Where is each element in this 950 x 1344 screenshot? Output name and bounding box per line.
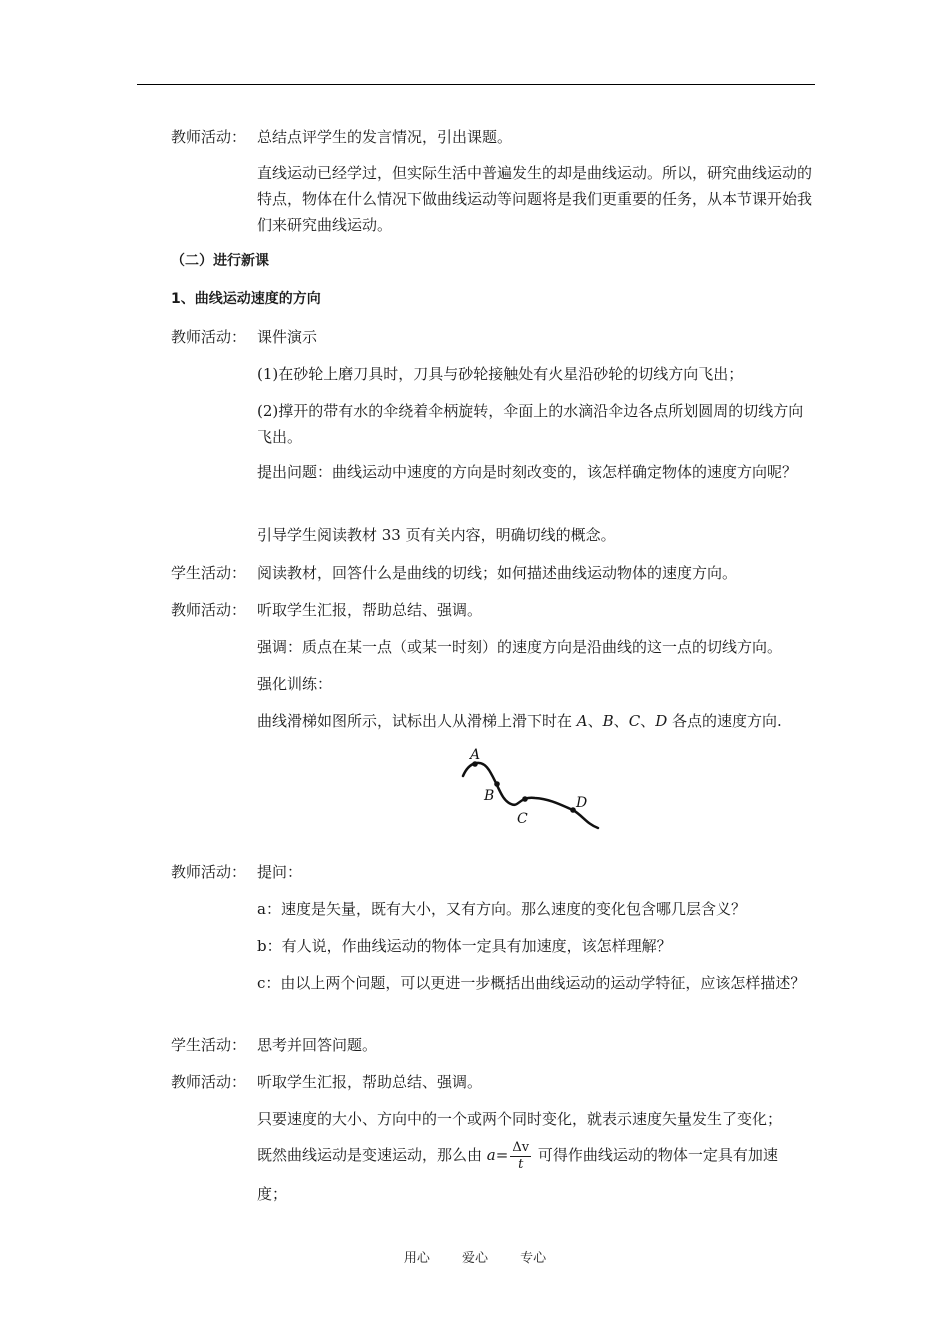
conclusion-line-2: [257, 1136, 817, 1174]
point-b-dot: [494, 781, 500, 787]
conclusion-line-1: 只要速度的大小、方向中的一个或两个同时变化，就表示速度矢量发生了变化；: [257, 1110, 783, 1128]
activity-text: 思考并回答问题。: [257, 1036, 378, 1054]
teacher-activity-5: [171, 1069, 815, 1095]
footer-item: 用心: [403, 1251, 430, 1266]
activity-label: 教师活动：: [171, 328, 247, 346]
question-a: a：速度是矢量，既有大小，又有方向。那么速度的变化包含哪几层含义？: [257, 900, 746, 918]
label-c: C: [517, 811, 528, 827]
question-paragraph: 提出问题：曲线运动中速度的方向是时刻改变的，该怎样确定物体的速度方向呢？: [257, 463, 798, 481]
teacher-activity-3: [171, 597, 815, 623]
activity-text: 总结点评学生的发言情况，引出课题。: [257, 128, 513, 146]
activity-label: 学生活动：: [171, 564, 247, 582]
formula-var: a: [486, 1146, 496, 1164]
label-a: A: [470, 748, 481, 763]
activity-text: 阅读教材，回答什么是曲线的切线；如何描述曲线运动物体的速度方向。: [257, 564, 738, 582]
exercise-paragraph: [257, 708, 817, 734]
page-footer: [0, 1247, 950, 1266]
teacher-activity-4: [171, 859, 815, 885]
demo-item-1: (1)在砂轮上磨刀具时，刀具与砂轮接触处有火星沿砂轮的切线方向飞出；: [257, 365, 744, 383]
activity-text: 课件演示: [257, 328, 318, 346]
separator: 、: [640, 712, 656, 730]
demo-item-2: (2)撑开的带有水的伞绕着伞柄旋转，伞面上的水滴沿伞边各点所划圆周的切线方向飞出。: [257, 402, 804, 446]
point-d: D: [655, 712, 668, 730]
formula-fraction: [510, 1140, 531, 1173]
activity-label: 学生活动：: [171, 1036, 247, 1054]
section-heading: （二）进行新课: [171, 253, 269, 269]
student-activity-1: [171, 560, 815, 586]
fraction-numerator: Δv: [512, 1139, 530, 1155]
teacher-activity-2: [171, 324, 815, 350]
activity-text: 听取学生汇报，帮助总结、强调。: [257, 1073, 483, 1091]
conclusion-text-end: 可得作曲线运动的物体一定具有加速: [533, 1146, 778, 1164]
activity-text: 提问：: [257, 863, 303, 881]
teacher-activity-1: [171, 124, 815, 150]
fraction-denominator: t: [518, 1156, 524, 1172]
conclusion-text: 既然曲线运动是变速运动，那么由: [257, 1146, 487, 1164]
separator: 、: [587, 712, 603, 730]
label-b: B: [484, 788, 495, 804]
training-label: 强化训练：: [257, 675, 333, 693]
question-b: b：有人说，作曲线运动的物体一定具有加速度，该怎样理解？: [257, 937, 672, 955]
subsection-heading: 1、曲线运动速度的方向: [171, 291, 321, 307]
formula-eq: =: [495, 1146, 509, 1164]
label-d: D: [576, 795, 588, 811]
activity-text: 听取学生汇报，帮助总结、强调。: [257, 601, 483, 619]
guide-paragraph: 引导学生阅读教材 33 页有关内容，明确切线的概念。: [257, 526, 616, 544]
header-rule: [137, 84, 815, 85]
intro-paragraph: 直线运动已经学过，但实际生活中普遍发生的却是曲线运动。所以，研究曲线运动的特点，物体在什么情况下做曲线运动等问题将是我们更重要的任务，从本节课开始我们来研究曲线运动。: [257, 164, 813, 234]
conclusion-line-3: 度；: [257, 1185, 288, 1203]
point-c-dot: [522, 796, 528, 802]
point-a: A: [576, 712, 588, 730]
point-d-dot: [570, 807, 576, 813]
activity-label: 教师活动：: [171, 863, 247, 881]
activity-label: 教师活动：: [171, 1073, 247, 1091]
question-c: c：由以上两个问题，可以更进一步概括出曲线运动的运动学特征，应该怎样描述？: [257, 974, 806, 992]
activity-label: 教师活动：: [171, 128, 247, 146]
student-activity-2: [171, 1032, 815, 1058]
exercise-text-end: 各点的速度方向.: [667, 712, 782, 730]
footer-item: 爱心: [461, 1251, 488, 1266]
emphasis-paragraph: 强调：质点在某一点（或某一时刻）的速度方向是沿曲线的这一点的切线方向。: [257, 638, 783, 656]
point-c: C: [628, 712, 641, 730]
footer-item: 专心: [520, 1251, 547, 1266]
exercise-text: 曲线滑梯如图所示，试标出人从滑梯上滑下时在: [257, 712, 577, 730]
separator: 、: [613, 712, 629, 730]
activity-label: 教师活动：: [171, 601, 247, 619]
point-b: B: [602, 712, 614, 730]
slide-curve-figure: [455, 748, 605, 834]
